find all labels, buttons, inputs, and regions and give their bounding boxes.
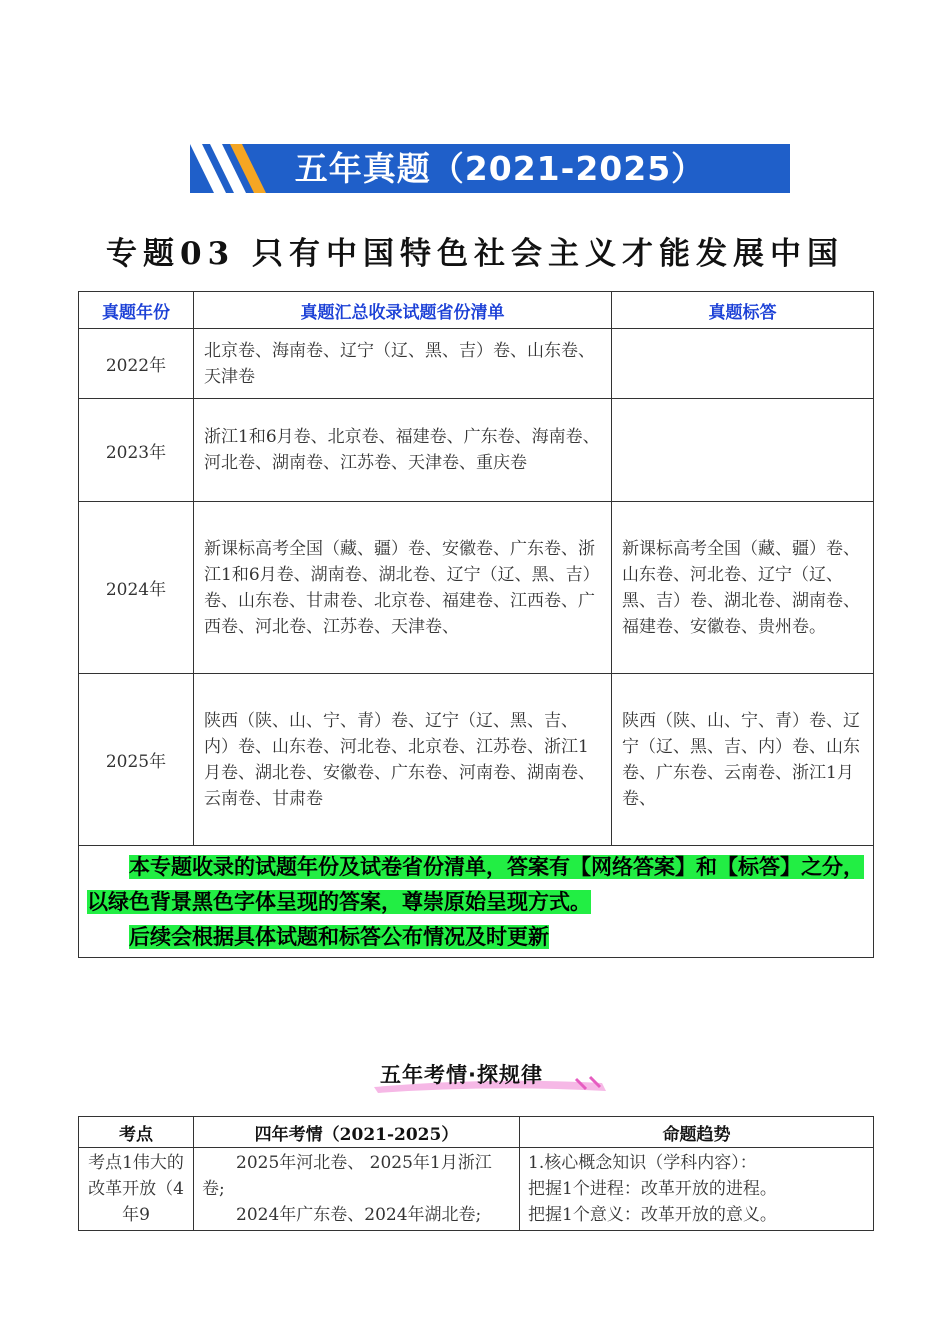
row-province-list: 北京卷、海南卷、辽宁（辽、黑、吉）卷、山东卷、天津卷 [194,329,612,399]
table-header-row [79,292,874,329]
row-year: 2025年 [79,674,194,846]
trend-cell [520,1148,874,1231]
row-province-list: 新课标高考全国（藏、疆）卷、安徽卷、广东卷、浙江1和6月卷、湖南卷、湖北卷、辽宁（辽、黑、吉）卷、山东卷、甘肃卷、北京卷、福建卷、江西卷、广西卷、河北卷、江苏卷、天津卷、 [194,502,612,674]
row-year: 2024年 [79,502,194,674]
note-cell [79,846,874,958]
row-answers [612,329,874,399]
table-row [79,502,874,674]
banner-title: 五年真题（2021-2025） [294,149,706,188]
header-exam-history: 四年考情（2021-2025） [194,1117,520,1148]
row-answers: 陕西（陕、山、宁、青）卷、辽宁（辽、黑、吉、内）卷、山东卷、广东卷、云南卷、浙江1月卷、 [612,674,874,846]
section-title: 五年考情·探规律 [380,1063,543,1087]
exam-analysis-table [78,1116,874,1231]
table-row [79,399,874,502]
table-header-row [79,1117,874,1148]
topic-cell: 考点1伟大的改革开放（4年9 [79,1148,194,1231]
trend-line: 把握1个意义：改革开放的意义。 [528,1205,777,1225]
header-standard-answers: 真题标答 [612,292,874,329]
exam-line: 2025年河北卷、 2025年1月浙江卷; [202,1153,492,1199]
header-trend: 命题趋势 [520,1117,874,1148]
row-year: 2022年 [79,329,194,399]
row-answers: 新课标高考全国（藏、疆）卷、山东卷、河北卷、辽宁（辽、黑、吉）卷、湖北卷、湖南卷、福建卷、安徽卷、贵州卷。 [612,502,874,674]
title-banner [190,144,790,193]
note-text-2: 后续会根据具体试题和标答公布情况及时更新 [129,925,549,949]
row-province-list: 浙江1和6月卷、北京卷、福建卷、广东卷、海南卷、河北卷、湖南卷、江苏卷、天津卷、重庆卷 [194,399,612,502]
row-province-list: 陕西（陕、山、宁、青）卷、辽宁（辽、黑、吉、内）卷、山东卷、河北卷、北京卷、江苏卷、浙江1月卷、湖北卷、安徽卷、广东卷、河南卷、湖南卷、云南卷、甘肃卷 [194,674,612,846]
row-year: 2023年 [79,399,194,502]
trend-line: 把握1个进程：改革开放的进程。 [528,1179,777,1199]
section-header [370,1055,610,1095]
document-title: 专题03 只有中国特色社会主义才能发展中国 [106,236,844,272]
note-row [79,846,874,958]
header-province-list: 真题汇总收录试题省份清单 [194,292,612,329]
table-row [79,329,874,399]
note-text-1: 本专题收录的试题年份及试卷省份清单，答案有【网络答案】和【标答】之分，以绿色背景黑色字体呈现的答案，尊崇原始呈现方式。 [87,855,864,914]
exam-line: 2024年广东卷、2024年湖北卷; [236,1205,482,1225]
table-row [79,1148,874,1231]
row-answers [612,399,874,502]
header-year: 真题年份 [79,292,194,329]
exam-collection-table [78,291,874,958]
trend-line: 1.核心概念知识（学科内容）： [528,1153,757,1173]
table-row [79,674,874,846]
exam-history-cell [194,1148,520,1231]
header-topic: 考点 [79,1117,194,1148]
